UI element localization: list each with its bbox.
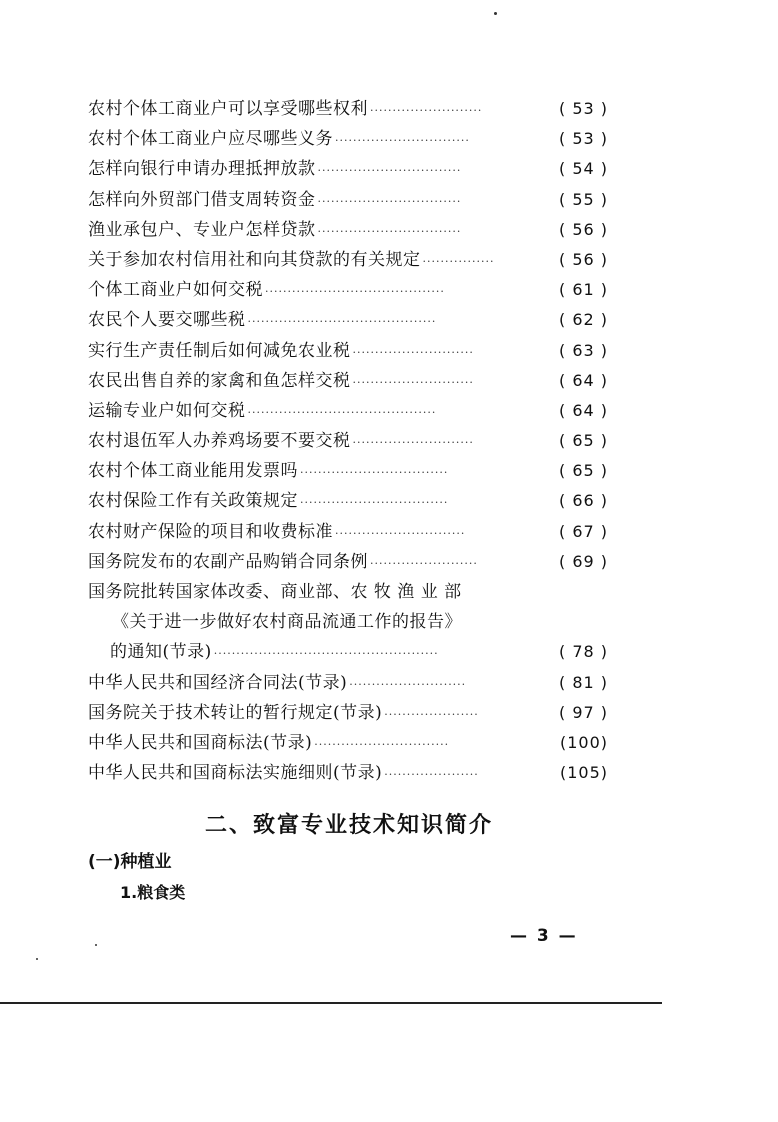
toc-entry-title: 渔业承包户、专业户怎样贷款	[88, 219, 316, 240]
toc-entry-title: 农村个体工商业户可以享受哪些权利	[88, 99, 368, 119]
toc-entry-page: ( 54 )	[558, 159, 608, 179]
toc-entry	[88, 517, 608, 547]
toc-entry	[88, 728, 608, 758]
toc-entry	[88, 698, 608, 728]
toc-entry	[88, 366, 608, 396]
toc-entry-title-line1: 国务院批转国家体改委、商业部、农 牧 渔 业 部	[88, 582, 462, 602]
toc-entry	[88, 94, 608, 124]
toc-entry-title: 国务院发布的农副产品购销合同条例	[88, 551, 368, 572]
toc-entry-page: ( 67 )	[558, 521, 608, 541]
toc-entry-page: ( 64 )	[558, 400, 608, 420]
toc-leader-dots: ······························	[335, 134, 470, 148]
toc-entry-page: ( 55 )	[558, 189, 608, 209]
scan-speck	[494, 12, 497, 15]
toc-entry-page: ( 61 )	[558, 280, 608, 300]
scan-speck	[95, 944, 97, 946]
toc-leader-dots: ··························	[349, 677, 467, 691]
toc-entry-title: 农村保险工作有关政策规定	[88, 491, 298, 512]
subsection-heading: (一)种植业	[88, 852, 172, 872]
toc-entry	[88, 336, 608, 366]
toc-leader-dots: ································	[317, 224, 462, 238]
toc-entry	[88, 124, 608, 154]
toc-entry-title: 国务院关于技术转让的暂行规定(节录)	[88, 702, 383, 723]
toc-entry	[88, 456, 608, 486]
toc-entry-title: 中华人民共和国商标法(节录)	[88, 732, 313, 753]
toc-entry-title: 农村财产保险的项目和收费标准	[88, 521, 333, 542]
toc-leader-dots: ·····················	[384, 707, 479, 721]
toc-entry-page: ( 64 )	[558, 370, 608, 390]
toc-entry	[88, 486, 608, 516]
toc-leader-dots: ·····························	[335, 526, 466, 540]
toc-entry-title: 农民个人要交哪些税	[88, 310, 246, 331]
toc-leader-dots: ···························	[352, 375, 474, 389]
toc-leader-dots: ································	[317, 194, 462, 208]
toc-entry	[88, 305, 608, 335]
toc-entry-page: ( 56 )	[558, 249, 608, 269]
toc-entry-page: ( 81 )	[558, 672, 608, 692]
toc-leader-dots: ··········································	[247, 405, 437, 419]
toc-entry-title: 农村退伍军人办养鸡场要不要交税	[88, 431, 351, 452]
toc-entry-title: 实行生产责任制后如何减免农业税	[88, 340, 351, 361]
toc-entry	[88, 275, 608, 305]
toc-entry-page: ( 53 )	[558, 129, 608, 149]
toc-entry-page: (100)	[559, 732, 608, 752]
toc-leader-dots: ·····················	[384, 768, 479, 782]
page-bottom-rule	[0, 1002, 662, 1004]
toc-entry-page: ( 66 )	[558, 491, 608, 511]
toc-entry-page: ( 97 )	[558, 702, 608, 722]
toc-leader-dots: ························	[370, 556, 478, 570]
toc-entry-title: 中华人民共和国商标法实施细则(节录)	[88, 763, 383, 784]
toc-entry-title: 运输专业户如何交税	[88, 400, 246, 421]
toc-entry-page: ( 65 )	[558, 431, 608, 451]
toc-entry-title: 个体工商业户如何交税	[88, 280, 263, 301]
toc-entry-page: ( 53 )	[558, 99, 608, 118]
toc-leader-dots: ··················································	[213, 647, 439, 661]
toc-entry-title: 关于参加农村信用社和向其贷款的有关规定	[88, 249, 421, 270]
toc-entry	[88, 215, 608, 245]
toc-entry	[88, 396, 608, 426]
subsubsection-heading: 1.粮食类	[120, 883, 186, 902]
toc-entry-title: 农村个体工商业能用发票吗	[88, 461, 298, 482]
scan-speck	[36, 958, 38, 960]
toc-entry-page: (105)	[559, 763, 608, 783]
toc-entry-title-line2: 《关于进一步做好农村商品流通工作的报告》	[112, 612, 462, 633]
toc-entry-line	[88, 607, 608, 637]
toc-leader-dots: ···························	[352, 345, 474, 359]
toc-entry-page: ( 78 )	[558, 642, 608, 662]
toc-leader-dots: ································	[317, 164, 462, 178]
toc-entry	[88, 154, 608, 184]
table-of-contents	[88, 94, 608, 788]
toc-leader-dots: ······························	[314, 737, 450, 751]
toc-entry-page: ( 65 )	[558, 461, 608, 481]
toc-entry	[88, 185, 608, 215]
toc-entry-title: 农村个体工商业户应尽哪些义务	[88, 129, 333, 150]
toc-entry-page: ( 56 )	[558, 219, 608, 239]
toc-entry	[88, 668, 608, 698]
toc-leader-dots: ········································	[265, 285, 445, 299]
toc-entry	[88, 245, 608, 275]
toc-entry	[88, 637, 608, 667]
toc-entry-title-line3: 的通知(节录)	[110, 642, 212, 663]
toc-entry-title: 怎样向银行申请办理抵押放款	[88, 159, 316, 180]
toc-leader-dots: ·································	[300, 466, 449, 480]
toc-entry-title: 中华人民共和国经济合同法(节录)	[88, 672, 348, 693]
toc-leader-dots: ···························	[352, 436, 474, 450]
toc-entry	[88, 547, 608, 577]
toc-leader-dots: ·································	[300, 496, 449, 510]
section-heading: 二、致富专业技术知识简介	[205, 813, 494, 838]
toc-entry-title: 农民出售自养的家禽和鱼怎样交税	[88, 370, 351, 391]
page-number: — 3 —	[510, 926, 578, 946]
toc-entry	[88, 758, 608, 788]
toc-entry-title: 怎样向外贸部门借支周转资金	[88, 189, 316, 210]
toc-entry-page: ( 69 )	[558, 551, 608, 571]
toc-entry-page: ( 63 )	[558, 340, 608, 360]
toc-leader-dots: ··········································	[247, 315, 437, 329]
toc-leader-dots: ·························	[370, 104, 483, 117]
toc-entry	[88, 426, 608, 456]
toc-entry-line	[88, 577, 608, 607]
toc-entry-page: ( 62 )	[558, 310, 608, 330]
toc-leader-dots: ················	[422, 254, 495, 268]
